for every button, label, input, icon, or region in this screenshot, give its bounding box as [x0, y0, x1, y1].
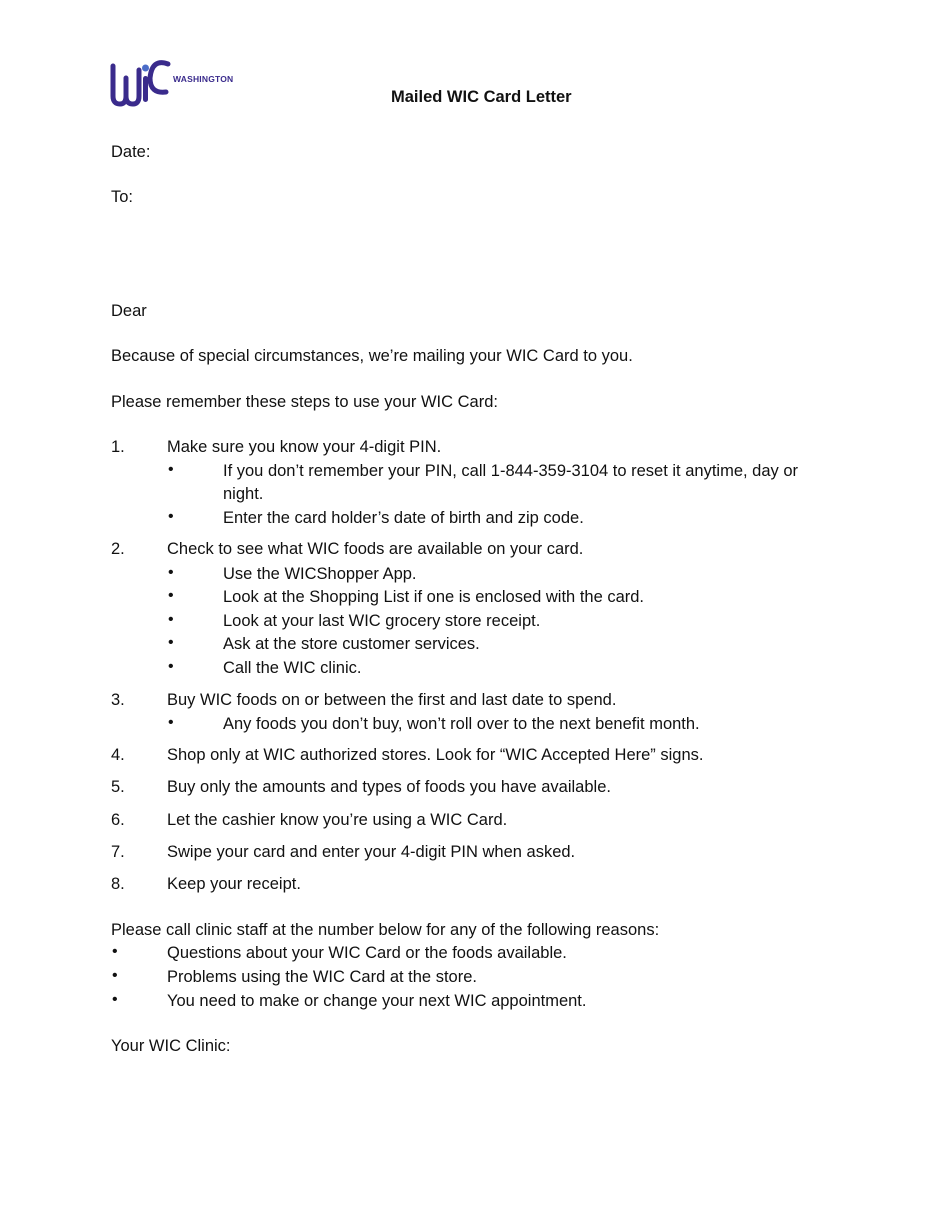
- step-bullet: Ask at the store customer services.: [223, 635, 480, 653]
- bullet-icon: •: [168, 508, 174, 525]
- reason-item: You need to make or change your next WIC appointment.: [167, 992, 587, 1010]
- step-bullet: If you don’t remember your PIN, call 1-844-359-3104 to reset it anytime, day or: [223, 462, 799, 480]
- bullet-icon: •: [168, 564, 174, 581]
- step-text: Check to see what WIC foods are available on your card.: [167, 540, 584, 558]
- step-text: Swipe your card and enter your 4-digit PIN when asked.: [167, 843, 576, 861]
- intro-paragraph: Because of special circumstances, we’re mailing your WIC Card to you.: [111, 347, 633, 365]
- reason-item: Questions about your WIC Card or the foods available.: [167, 944, 567, 962]
- bullet-icon: •: [168, 611, 174, 628]
- step-number: 8.: [111, 875, 125, 893]
- reason-item: Problems using the WIC Card at the store.: [167, 968, 477, 986]
- step-bullet: Look at your last WIC grocery store receipt.: [223, 612, 541, 630]
- step-number: 4.: [111, 746, 125, 764]
- reasons-intro: Please call clinic staff at the number below for any of the following reasons:: [111, 921, 660, 939]
- bullet-icon: •: [168, 587, 174, 604]
- step-number: 1.: [111, 438, 125, 456]
- step-text: Buy WIC foods on or between the first and last date to spend.: [167, 691, 617, 709]
- step-bullet: Look at the Shopping List if one is enclosed with the card.: [223, 588, 645, 606]
- step-number: 7.: [111, 843, 125, 861]
- step-bullet: Any foods you don’t buy, won’t roll over to the next benefit month.: [223, 715, 700, 733]
- bullet-icon: •: [168, 714, 174, 731]
- step-bullet-continued: night.: [223, 485, 264, 503]
- step-text: Let the cashier know you’re using a WIC Card.: [167, 811, 508, 829]
- bullet-icon: •: [112, 967, 118, 984]
- bullet-icon: •: [112, 943, 118, 960]
- step-number: 6.: [111, 811, 125, 829]
- salutation: Dear: [111, 302, 147, 320]
- bullet-icon: •: [168, 461, 174, 478]
- step-number: 5.: [111, 778, 125, 796]
- step-bullet: Call the WIC clinic.: [223, 659, 362, 677]
- step-text: Shop only at WIC authorized stores. Look for “WIC Accepted Here” signs.: [167, 746, 704, 764]
- date-label: Date:: [111, 143, 151, 161]
- step-number: 3.: [111, 691, 125, 709]
- letter-title: Mailed WIC Card Letter: [391, 88, 572, 106]
- step-number: 2.: [111, 540, 125, 558]
- bullet-icon: •: [168, 634, 174, 651]
- step-text: Keep your receipt.: [167, 875, 301, 893]
- logo-washington-text: WASHINGTON: [173, 74, 234, 84]
- step-text: Buy only the amounts and types of foods you have available.: [167, 778, 611, 796]
- step-bullet: Use the WICShopper App.: [223, 565, 417, 583]
- closing-label: Your WIC Clinic:: [111, 1037, 231, 1055]
- bullet-icon: •: [112, 991, 118, 1008]
- bullet-icon: •: [168, 658, 174, 675]
- step-bullet: Enter the card holder’s date of birth and zip code.: [223, 509, 584, 527]
- to-label: To:: [111, 188, 134, 206]
- step-text: Make sure you know your 4-digit PIN.: [167, 438, 442, 456]
- steps-intro: Please remember these steps to use your WIC Card:: [111, 393, 498, 411]
